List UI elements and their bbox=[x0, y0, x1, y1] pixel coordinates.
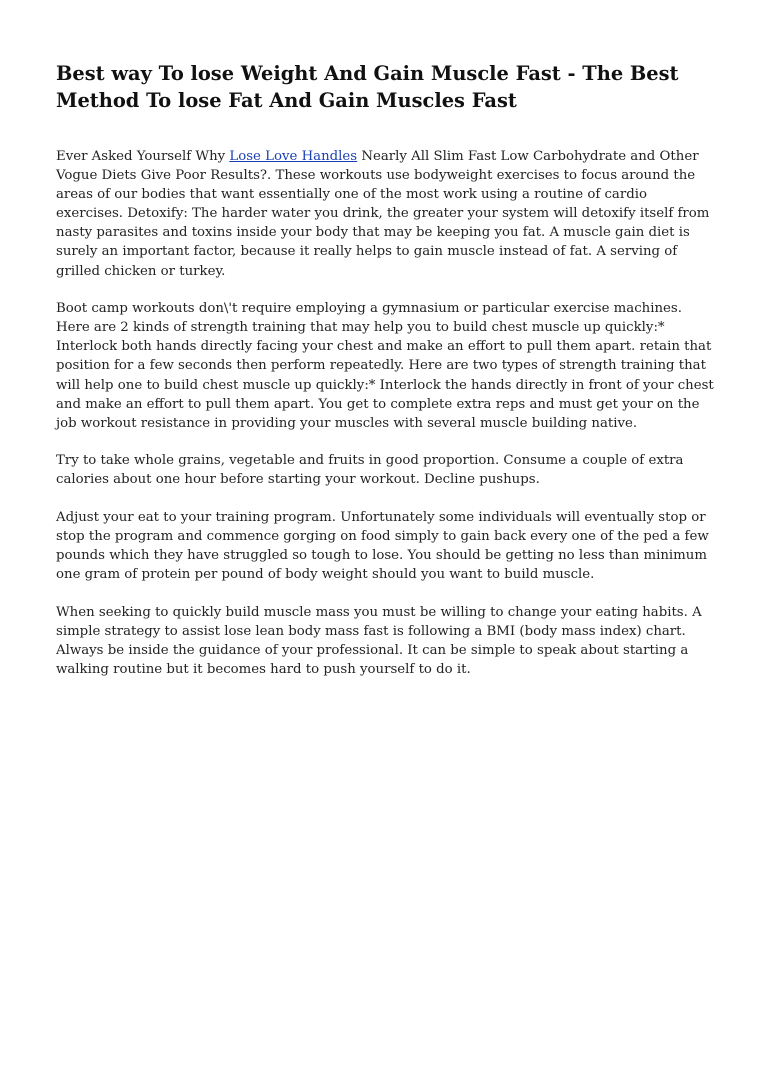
page-title: Best way To lose Weight And Gain Muscle Fast - The Best Method To lose Fat And Gain Muscles Fast bbox=[56, 62, 679, 112]
paragraph-1-text-before: Ever Asked Yourself Why bbox=[56, 149, 230, 164]
document-page bbox=[56, 60, 716, 698]
paragraph-2: Boot camp workouts don\'t require employing a gymnasium or particular exercise machines. Here are 2 kinds of strength training that may help you to build chest muscle up quickly:* Interlock both hands directly facing your chest and make an effort to pull them apart. retain that position for a few seconds then perform repeatedly. Here are two types of strength training that will help one to build chest muscle up quickly:* Interlock the hands directly in front of your chest and make an effort to pull them apart. You get to complete extra reps and must get your on the job workout resistance in providing your muscles with several muscle building native. bbox=[56, 301, 714, 431]
paragraph-4: Adjust your eat to your training program. Unfortunately some individuals will eventually stop or stop the program and commence gorging on food simply to gain back every one of the ped a few pounds which they have struggled so tough to lose. You should be getting no less than minimum one gram of protein per pound of body weight should you want to build muscle. bbox=[56, 510, 709, 583]
paragraph-3: Try to take whole grains, vegetable and fruits in good proportion. Consume a couple of extra calories about one hour before starting your workout. Decline pushups. bbox=[56, 453, 684, 488]
lose-love-handles-link[interactable]: Lose Love Handles bbox=[229, 149, 358, 164]
paragraph-5: When seeking to quickly build muscle mass you must be willing to change your eating habits. A simple strategy to assist lose lean body mass fast is following a BMI (body mass index) chart. Always be inside the guidance of your professional. It can be simple to speak about starting a walking routine but it becomes hard to push yourself to do it. bbox=[56, 604, 702, 678]
paragraph-1 bbox=[56, 147, 716, 281]
paragraph-1-text-after: Nearly All Slim Fast Low Carbohydrate and Other Vogue Diets Give Poor Results?. These workouts use bodyweight exercises to focus around the areas of our bodies that want essentially one of the most work using a routine of cardio exercises. Detoxify: The harder water you drink, the greater your system will detoxify itself from nasty parasites and toxins inside your body that may be keeping you fat. A muscle gain diet is surely an important factor, because it really helps to gain muscle instead of fat. A serving of grilled chicken or turkey. bbox=[56, 149, 710, 279]
